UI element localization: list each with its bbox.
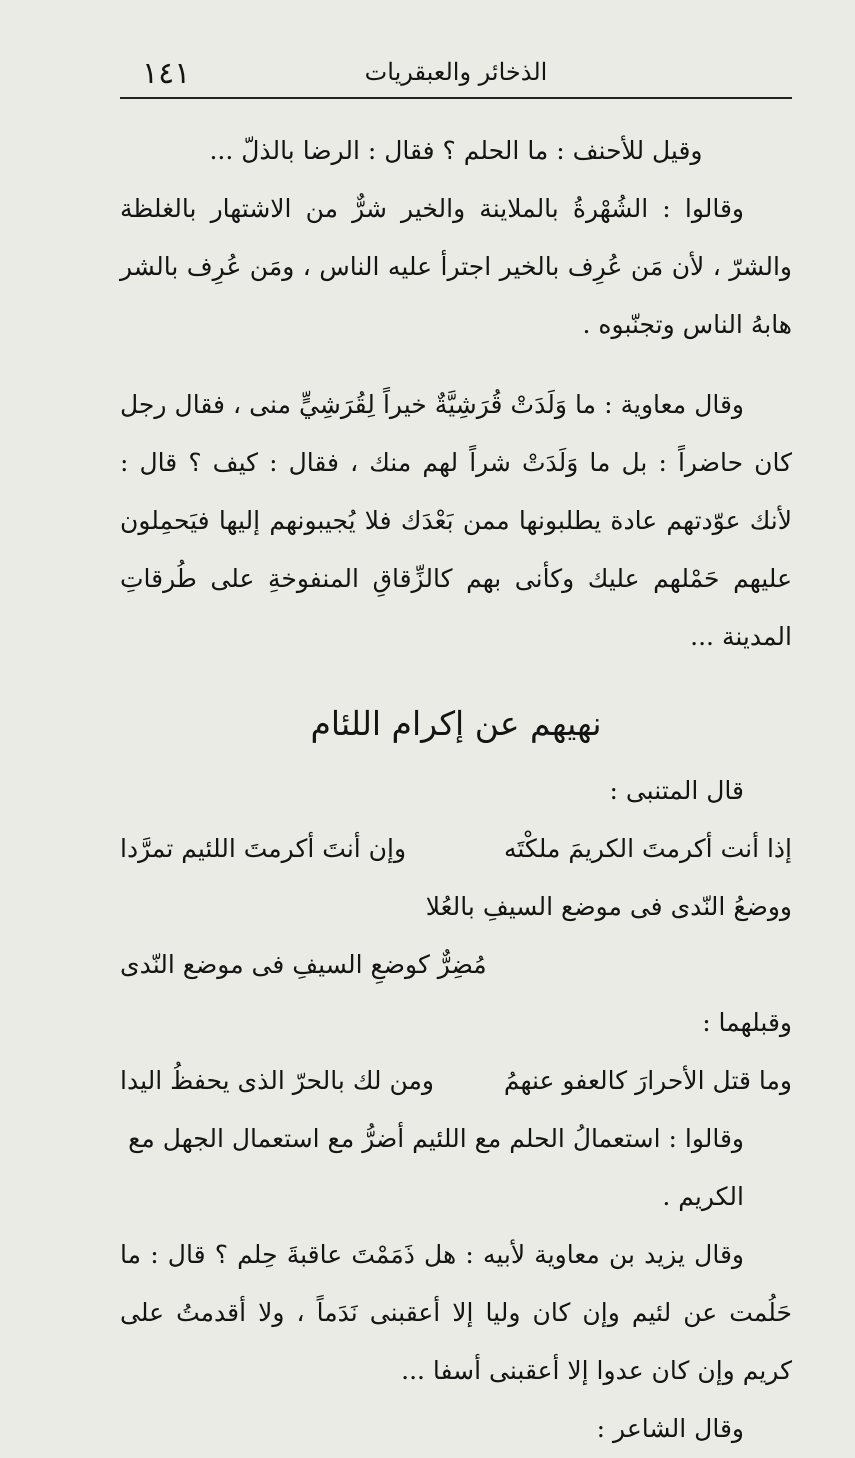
yazid-paragraph-text: وقال يزيد بن معاوية لأبيه : هل ذَمَمْتَ عاقبةَ حِلم ؟ قال : ما حَلُمت عن لئيم وإن كان وليا إلا أعقبنى نَدَماً ، ولا أقدمتُ على كريم وإن كان عدوا إلا أعقبنى أسفا ... (120, 1240, 792, 1385)
hilm-saying: وقالوا : استعمالُ الحلم مع اللئيم أضرُّ مع استعمال الجهل مع الكريم . (128, 1124, 744, 1211)
verse-1-first-half: إذا أنت أكرمتَ الكريمَ ملكْتَه (503, 834, 792, 863)
mutanabbi-intro: قال المتنبى : (609, 776, 744, 805)
yazid-paragraph (120, 1226, 792, 1400)
verse-3-first-half: وما قتل الأحرارَ كالعفو عنهمُ (503, 1066, 792, 1095)
verse-3 (120, 1052, 792, 1110)
verse-1-second-half: وإن أنتَ أكرمتَ اللئيم تمرَّدا (120, 834, 407, 863)
verse-2-first-half: ووضعُ النّدى فى موضع السيفِ بالعُلا (425, 892, 792, 921)
page-number: ١٤١ (142, 56, 191, 91)
fame-paragraph (120, 180, 792, 354)
page-header (120, 52, 792, 98)
paragraph-gap (120, 354, 792, 376)
qablahuma-label: وقبلهما : (702, 1008, 792, 1037)
running-title: الذخائر والعبقريات (364, 58, 548, 86)
poet-intro: وقال الشاعر : (596, 1414, 744, 1443)
section-heading: نهيهم عن إكرام اللئام (310, 704, 602, 743)
verse-1 (120, 820, 792, 878)
verse-2-second-half: مُضِرٌّ كوضعِ السيفِ فى موضع النّدى (120, 950, 487, 979)
page-body (120, 122, 792, 1458)
fame-paragraph-text: وقالوا : الشُهْرةُ بالملاينة والخير شرٌّ من الاشتهار بالغلظة والشرّ ، لأن مَن عُرِف بالخير اجترأ عليه الناس ، ومَن عُرِف بالشر هابهُ الناس وتجنّبوه . (120, 194, 792, 339)
muawiya-paragraph-text: وقال معاوية : ما وَلَدَتْ قُرَشِيَّةٌ خيراً لِقُرَشِيٍّ منى ، فقال رجل كان حاضراً : بل ما وَلَدَتْ شراً لهم منك ، فقال : كيف ؟ قال : لأنك عوّدتهم عادة يطلبونها ممن بَعْدَك فلا يُجيبونهم إليها فيَحمِلون عليهم حَمْلهم عليك وكأنى بهم كالزِّقاقِ المنفوخةِ على طُرقاتِ المدينة ... (120, 390, 793, 651)
muawiya-paragraph (120, 376, 792, 666)
header-rule (120, 97, 792, 99)
verse-3-second-half: ومن لك بالحرّ الذى يحفظُ اليدا (120, 1066, 434, 1095)
ahnaf-saying: وقيل للأحنف : ما الحلم ؟ فقال : الرضا بالذلّ ... (209, 136, 703, 165)
